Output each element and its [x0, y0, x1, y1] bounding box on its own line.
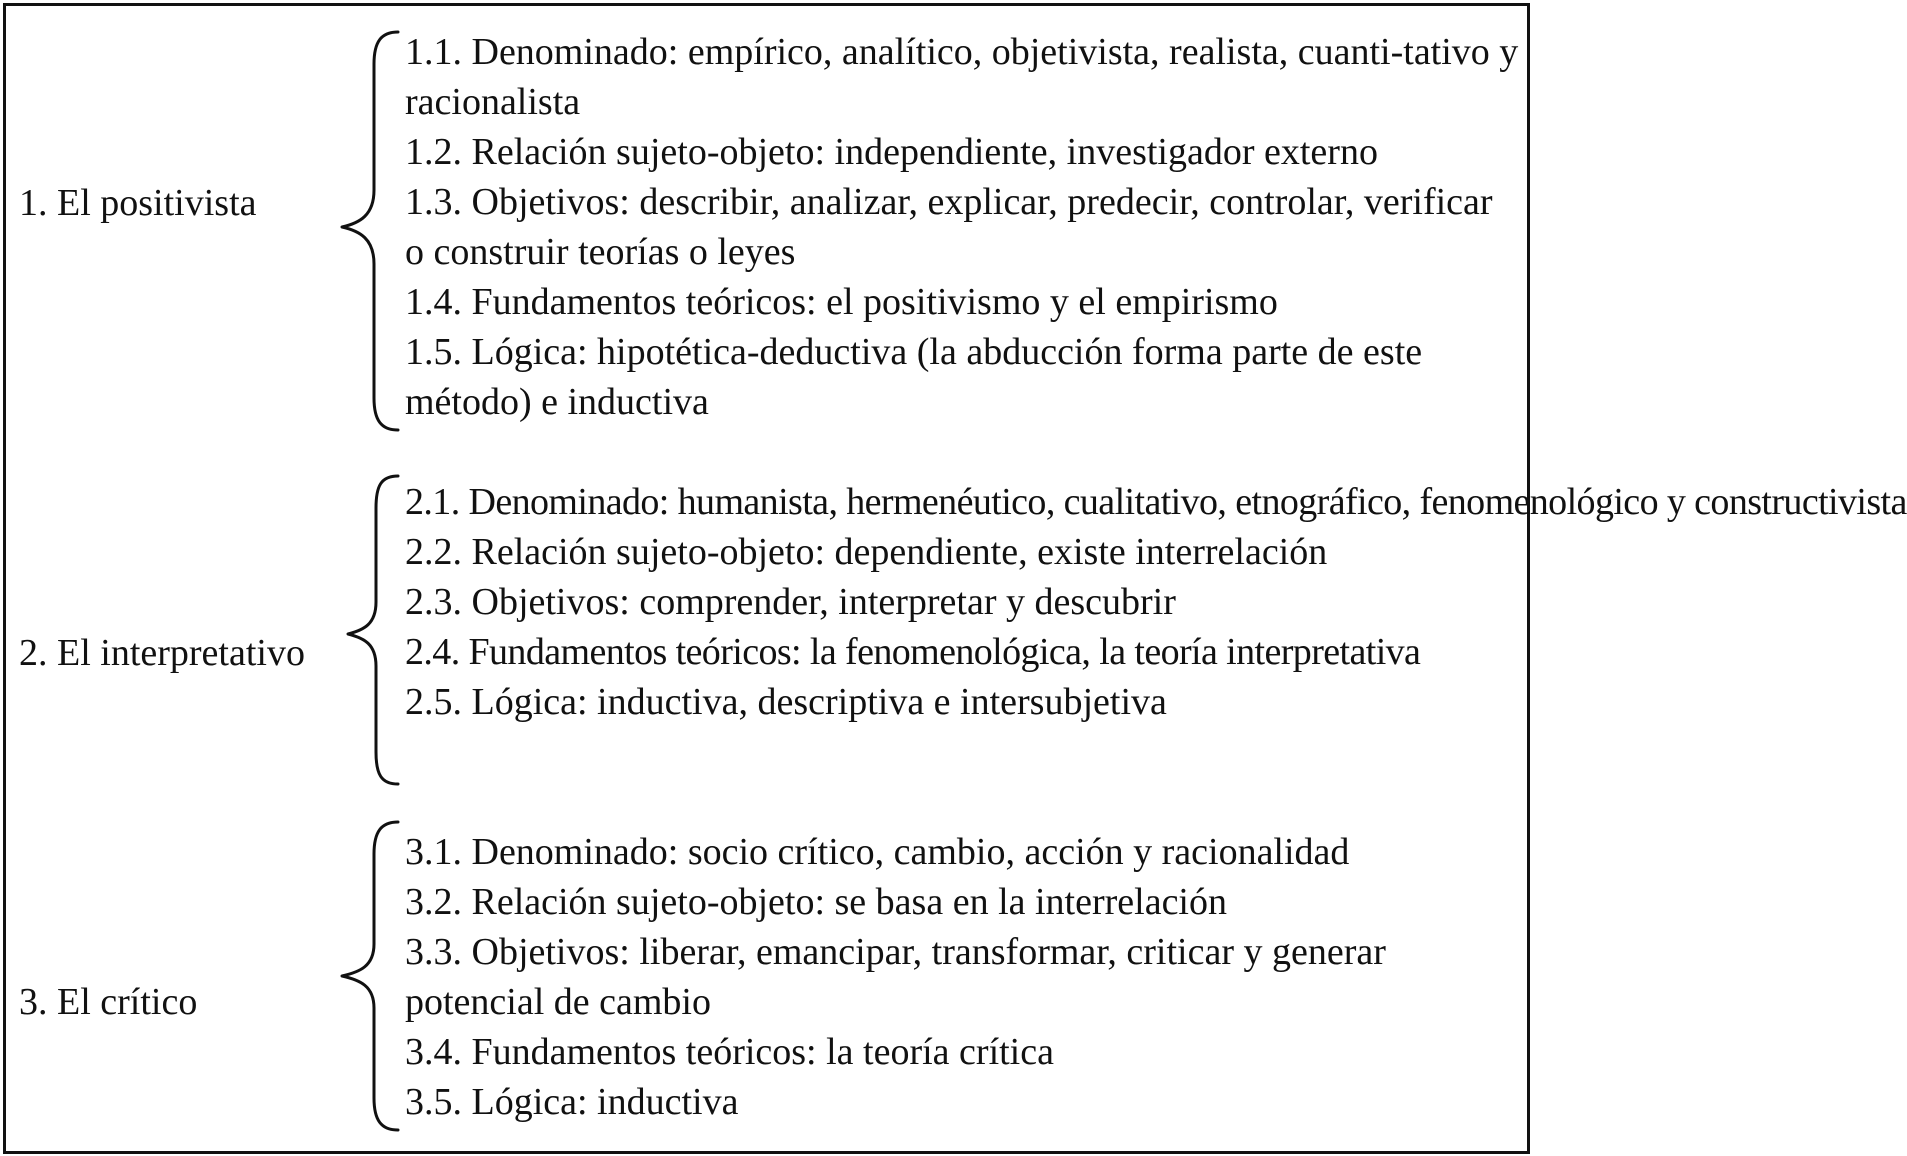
list-item: 1.3. Objetivos: describir, analizar, explicar, predecir, controlar, verificar o construir teorías o leyes	[405, 181, 1493, 273]
paradigm-label-positivista: 1. El positivista	[19, 182, 257, 224]
item-list-critico	[405, 827, 1520, 1127]
list-item: 2.5. Lógica: inductiva, descriptiva e intersubjetiva	[405, 681, 1167, 723]
list-item: 1.2. Relación sujeto-objeto: independiente, investigador externo	[405, 131, 1378, 173]
paradigm-label-critico: 3. El crítico	[19, 981, 198, 1023]
list-item: 2.4. Fundamentos teóricos: la fenomenológica, la teoría interpretativa	[405, 631, 1421, 673]
list-item: 2.3. Objetivos: comprender, interpretar y descubrir	[405, 581, 1176, 623]
list-item: 3.3. Objetivos: liberar, emancipar, transformar, criticar y generar potencial de cambio	[405, 931, 1386, 1023]
list-item: 2.1. Denominado: humanista, hermenéutico, cualitativo, etnográfico, fenomenológico y constructivista	[405, 481, 1907, 523]
list-item: 2.2. Relación sujeto-objeto: dependiente, existe interrelación	[405, 531, 1328, 573]
list-item: 1.5. Lógica: hipotética-deductiva (la abducción forma parte de este método) e inductiva	[405, 331, 1423, 423]
list-item: 1.1. Denominado: empírico, analítico, objetivista, realista, cuanti-tativo y racionalista	[405, 31, 1519, 123]
list-item: 3.1. Denominado: socio crítico, cambio, acción y racionalidad	[405, 831, 1350, 873]
list-item: 3.5. Lógica: inductiva	[405, 1081, 739, 1123]
curly-brace-interpretativo	[336, 474, 406, 786]
curly-brace-critico	[336, 820, 406, 1132]
paradigm-label-interpretativo: 2. El interpretativo	[19, 632, 305, 674]
list-item: 1.4. Fundamentos teóricos: el positivismo y el empirismo	[405, 281, 1278, 323]
curly-brace-positivista	[336, 30, 406, 432]
item-list-interpretativo	[405, 477, 1907, 727]
list-item: 3.4. Fundamentos teóricos: la teoría crítica	[405, 1031, 1054, 1073]
item-list-positivista	[405, 27, 1520, 427]
list-item: 3.2. Relación sujeto-objeto: se basa en la interrelación	[405, 881, 1227, 923]
